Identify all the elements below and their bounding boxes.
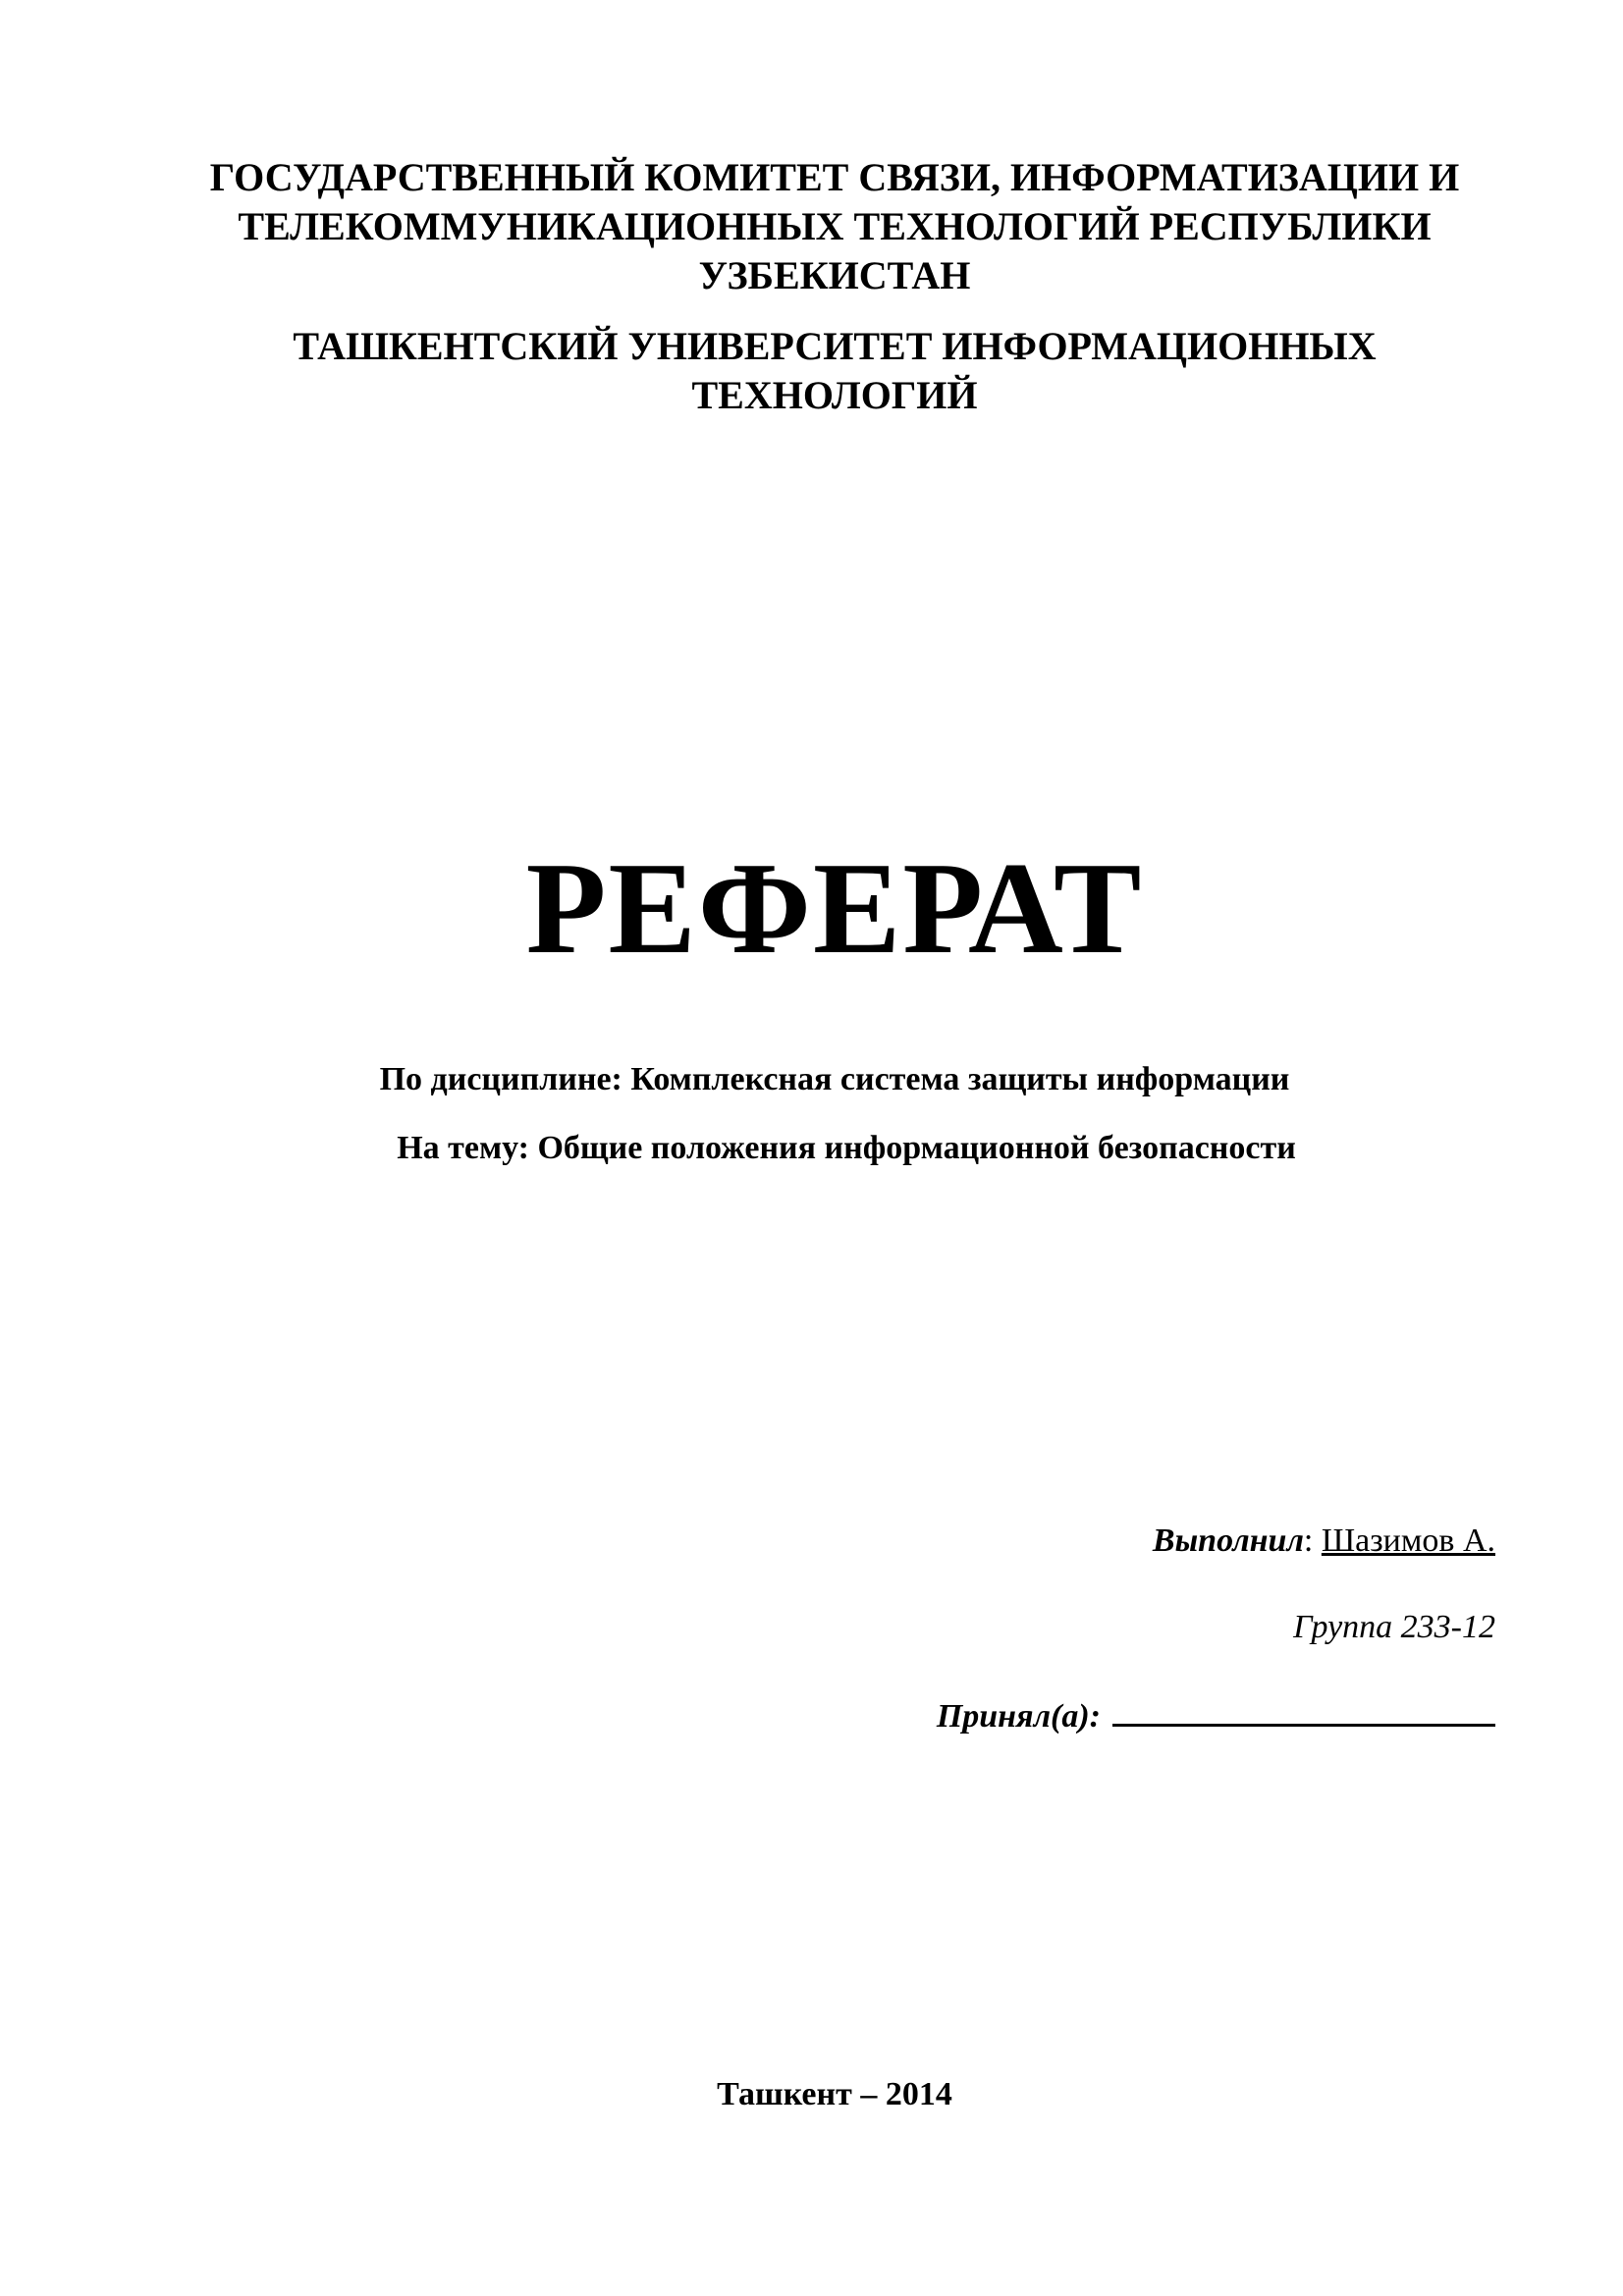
committee-line-3: УЗБЕКИСТАН [698,253,971,297]
university-line-1: ТАШКЕНТСКИЙ УНИВЕРСИТЕТ ИНФОРМАЦИОННЫХ [293,324,1377,368]
performed-separator: : [1303,1522,1314,1559]
committee-line-1: ГОСУДАРСТВЕННЫЙ КОМИТЕТ СВЯЗИ, ИНФОРМАТИЗАЦИИ И [209,155,1460,199]
accepted-label: Принял(а): [936,1698,1101,1735]
signature-blank-line [1112,1692,1495,1727]
topic-line: На тему: Общие положения информационной безопасности [397,1130,1296,1166]
place-year: Ташкент – 2014 [717,2076,952,2112]
group-line: Группа 233-12 [1293,1609,1495,1645]
university-line-2: ТЕХНОЛОГИЙ [691,373,978,417]
committee-line-2: ТЕЛЕКОММУНИКАЦИОННЫХ ТЕХНОЛОГИЙ РЕСПУБЛИКИ [238,204,1432,248]
author-name: Шазимов А. [1321,1522,1495,1559]
university-heading [157,322,1512,420]
performed-label: Выполнил [1152,1522,1304,1559]
committee-heading [157,153,1512,300]
document-title: РЕФЕРАТ [525,835,1144,981]
performed-by-line [1153,1520,1495,1563]
discipline-line: По дисциплине: Комплексная система защиты информации [379,1061,1290,1097]
accepted-by-line [937,1692,1495,1738]
